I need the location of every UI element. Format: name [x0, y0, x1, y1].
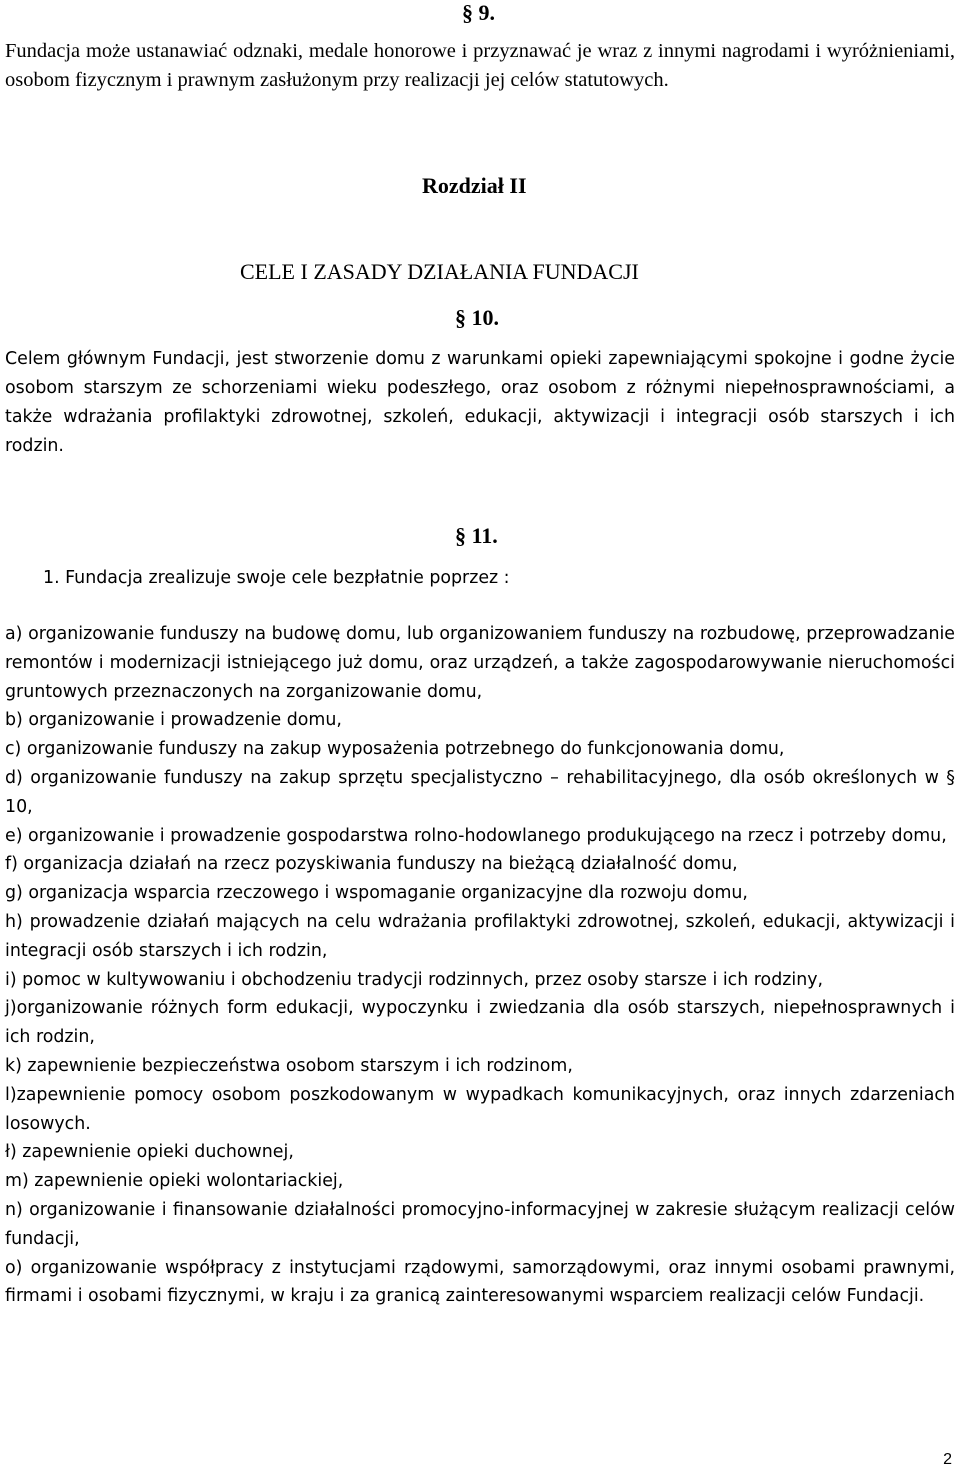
section-11-heading: § 11.	[455, 523, 498, 548]
section-9-text: Fundacja może ustanawiać odznaki, medale honorowe i przyznawać je wraz z innymi nagrodami i wyróżnieniami, osobom fizycznym i prawnym zasłużonym przy realizacji jej celów statutowych.	[5, 40, 955, 91]
list-item-j: j)organizowanie różnych form edukacji, wypoczynku i zwiedzania dla osób starszych, niepełnosprawnych i ich rodzin,	[5, 998, 955, 1048]
chapter-title: Rozdział II	[422, 173, 527, 198]
list-item-e: e) organizowanie i prowadzenie gospodarstwa rolno-hodowlanego produkującego na rzecz i potrzeby domu,	[5, 825, 947, 846]
section-10-heading: § 10.	[455, 305, 499, 330]
list-item-n: n) organizowanie i finansowanie działalności promocyjno-informacyjnej w zakresie służącym realizacji celów fundacji,	[5, 1199, 955, 1249]
list-item-o: o) organizowanie współpracy z instytucjami rządowymi, samorządowymi, oraz innymi osobami prawnymi, firmami i osobami fizycznymi, w kraju i za granicą zainteresowanymi wsparciem realizacji celów Fundacji.	[5, 1257, 955, 1307]
list-item-k: k) zapewnienie bezpieczeństwa osobom starszym i ich rodzinom,	[5, 1055, 573, 1076]
list-item-b: b) organizowanie i prowadzenie domu,	[5, 710, 342, 731]
list-item-c: c) organizowanie funduszy na zakup wyposażenia potrzebnego do funkcjonowania domu,	[5, 739, 785, 760]
section-11-intro: 1. Fundacja zrealizuje swoje cele bezpłatnie poprzez :	[43, 568, 510, 588]
list-item-i: i) pomoc w kultywowaniu i obchodzeniu tradycji rodzinnych, przez osoby starsze i ich rodziny,	[5, 969, 824, 990]
page-number: 2	[943, 1451, 952, 1468]
section-10-text: Celem głównym Fundacji, jest stworzenie domu z warunkami opieki zapewniającymi spokojne i godne życie osobom starszym ze schorzeniami wieku podeszłego, oraz osobom z różnymi niepełnosprawnościami, a także wdrażania profilaktyki zdrowotnej, szkoleń, edukacji, aktywizacji i integracji osób starszych i ich rodzin.	[5, 349, 955, 456]
list-item-a: a) organizowanie funduszy na budowę domu, lub organizowaniem funduszy na rozbudowę, przeprowadzanie remontów i modernizacji istniejącego już domu, oraz urządzeń, a także zagospodarowywanie nieruchomości gruntowych przeznaczonych na zorganizowanie domu,	[5, 624, 955, 702]
list-item-f: f) organizacja działań na rzecz pozyskiwania funduszy na bieżącą działalność domu,	[5, 854, 738, 875]
list-item-m: m) zapewnienie opieki wolontariackiej,	[5, 1171, 344, 1192]
section-9-heading: § 9.	[462, 0, 495, 25]
list-item-d: d) organizowanie funduszy na zakup sprzętu specjalistyczno – rehabilitacyjnego, dla osób określonych w § 10,	[5, 767, 955, 817]
list-item-h: h) prowadzenie działań mających na celu wdrażania profilaktyki zdrowotnej, szkoleń, edukacji, aktywizacji i integracji osób starszych i ich rodzin,	[5, 911, 955, 961]
list-item-g: g) organizacja wsparcia rzeczowego i wspomaganie organizacyjne dla rozwoju domu,	[5, 883, 748, 904]
list-item-l: l)zapewnienie pomocy osobom poszkodowanym w wypadkach komunikacyjnych, oraz innych zdarzeniach losowych.	[5, 1084, 955, 1134]
list-item-l-stroke: ł) zapewnienie opieki duchownej,	[5, 1142, 294, 1163]
chapter-subtitle: CELE I ZASADY DZIAŁANIA FUNDACJI	[240, 259, 639, 284]
section-11-list	[5, 620, 955, 1311]
